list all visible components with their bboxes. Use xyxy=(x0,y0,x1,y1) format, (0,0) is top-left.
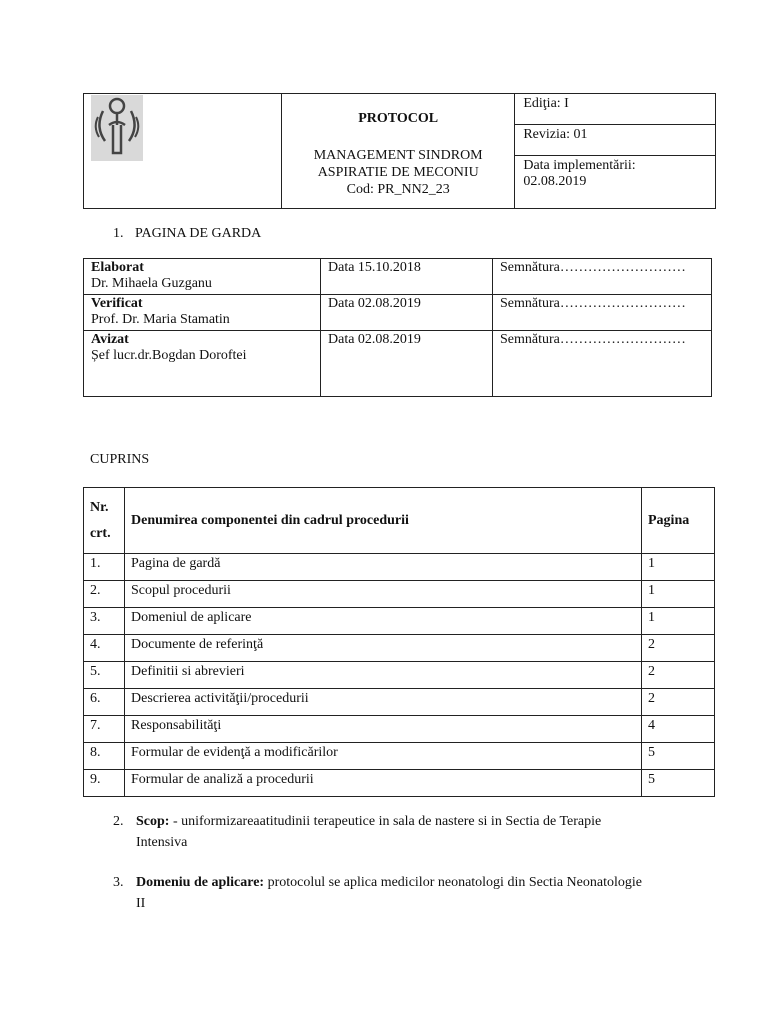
table-row: 5. Definitii si abrevieri 2 xyxy=(84,662,715,689)
revision-cell: Revizia: 01 xyxy=(515,125,716,156)
signature-role-cell: Elaborat Dr. Mihaela Guzganu xyxy=(84,259,321,295)
table-row: 9. Formular de analiză a procedurii 5 xyxy=(84,770,715,797)
signature-row xyxy=(84,259,712,295)
signature-date-cell: Data 02.08.2019 xyxy=(321,295,493,331)
contents-header-row xyxy=(84,488,715,554)
signature-row xyxy=(84,331,712,397)
signature-date-cell: Data 02.08.2019 xyxy=(321,331,493,397)
protocol-subtitle: MANAGEMENT SINDROM ASPIRATIE DE MECONIU Cod: PR_NN2_23 xyxy=(282,147,514,198)
name-header: Denumirea componentei din cadrul procedurii xyxy=(125,488,642,554)
table-row: 6. Descrierea activităţii/procedurii 2 xyxy=(84,689,715,716)
signatures-table xyxy=(83,258,712,397)
table-row: 2. Scopul procedurii 1 xyxy=(84,581,715,608)
contents-title: CUPRINS xyxy=(90,452,150,467)
signature-role-cell: Avizat Șef lucr.dr.Bogdan Doroftei xyxy=(84,331,321,397)
table-row: 1. Pagina de gardă 1 xyxy=(84,554,715,581)
contents-table xyxy=(83,487,715,797)
protocol-code: Cod: PR_NN2_23 xyxy=(346,182,450,197)
nr-header: Nr. crt. xyxy=(84,488,125,554)
implementation-date: 02.08.2019 xyxy=(523,174,587,189)
implementation-cell: Data implementării: 02.08.2019 xyxy=(515,156,716,209)
logo-cell xyxy=(84,94,282,209)
signature-row xyxy=(84,295,712,331)
table-row: 7. Responsabilităţi 4 xyxy=(84,716,715,743)
clinic-logo-icon xyxy=(91,95,143,161)
signature-role-cell: Verificat Prof. Dr. Maria Stamatin xyxy=(84,295,321,331)
protocol-title-cell xyxy=(282,94,515,209)
section2-scope: 2. Scop: - uniformizareaatitudinii terapeutice in sala de nastere si in Sectia de Terapie Intensiva xyxy=(113,814,602,850)
table-row: 4. Documente de referinţă 2 xyxy=(84,635,715,662)
table-row: 8. Formular de evidenţă a modificărilor 5 xyxy=(84,743,715,770)
page-header: Pagina xyxy=(642,488,715,554)
signature-line-cell: Semnătura……………………… xyxy=(493,331,712,397)
header-table xyxy=(83,93,716,209)
table-row: 3. Domeniul de aplicare 1 xyxy=(84,608,715,635)
signature-date-cell: Data 15.10.2018 xyxy=(321,259,493,295)
signature-line-cell: Semnătura……………………… xyxy=(493,295,712,331)
signature-line-cell: Semnătura……………………… xyxy=(493,259,712,295)
section3-domain: 3. Domeniu de aplicare: protocolul se aplica medicilor neonatologi din Sectia Neonatologie II xyxy=(113,875,642,911)
protocol-title: PROTOCOL xyxy=(358,111,439,126)
section1-heading: 1. PAGINA DE GARDA xyxy=(113,226,262,241)
edition-cell: Ediţia: I xyxy=(515,94,716,125)
